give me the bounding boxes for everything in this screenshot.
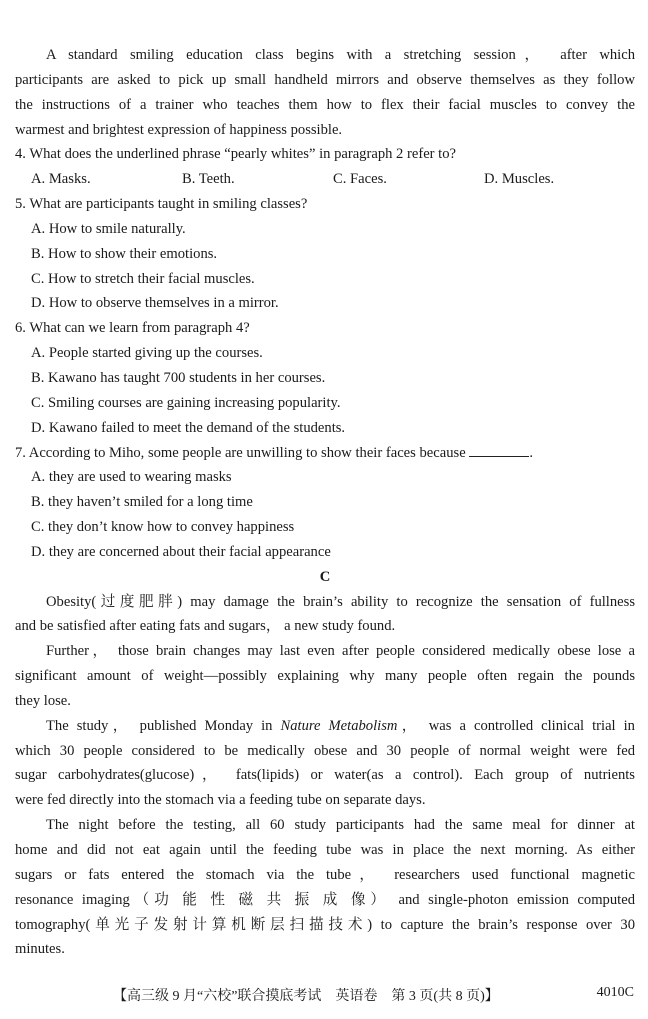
option-c: C. they don’t know how to convey happiness xyxy=(31,519,295,536)
text-line: the instructions of a trainer who teaches them how to flex their facial muscles to convey the xyxy=(15,96,635,113)
option-d: D. they are concerned about their facial appearance xyxy=(31,543,331,560)
option-b: B. Teeth. xyxy=(182,171,235,188)
answer-blank xyxy=(469,442,529,457)
option-a: A. How to smile naturally. xyxy=(31,220,186,237)
stem-text: 7. According to Miho, some people are unwilling to show their faces because xyxy=(15,444,466,461)
text-line: participants are asked to pick up small handheld mirrors and observe themselves as they follow xyxy=(15,71,635,88)
exam-code: 4010C xyxy=(596,985,634,1000)
text-line xyxy=(15,714,635,739)
footer-title: 【高三级 9 月“六校”联合摸底考试 英语卷 第 3 页(共 8 页)】 xyxy=(113,989,499,1004)
text-line: which 30 people considered to be medically obese and 30 people of normal weight were fed xyxy=(15,742,635,759)
option-c: C. Faces. xyxy=(333,171,387,188)
text-line: A standard smiling education class begins with a stretching session， after which xyxy=(46,47,635,63)
option-c: C. How to stretch their facial muscles. xyxy=(31,270,255,287)
stem-end: . xyxy=(529,444,533,461)
text-line: Obesity(过度肥胖) may damage the brain’s ability to recognize the sensation of fullness xyxy=(46,593,635,610)
question-6-stem: 6. What can we learn from paragraph 4? xyxy=(15,320,250,337)
text-line: home and did not eat again until the feeding tube was in place the next morning. As either xyxy=(15,842,635,858)
option-a: A. Masks. xyxy=(31,171,91,188)
text-line: warmest and brightest expression of happiness possible. xyxy=(15,121,343,138)
option-a: A. they are used to wearing masks xyxy=(31,469,232,486)
text-line: minutes. xyxy=(15,941,65,958)
section-heading: C xyxy=(319,568,331,585)
question-7-stem xyxy=(15,441,635,466)
text-line: significant amount of weight—possibly explaining why many people often regain the pounds xyxy=(15,668,635,685)
question-5-stem: 5. What are participants taught in smiling classes? xyxy=(15,196,308,213)
option-d: D. How to observe themselves in a mirror. xyxy=(31,295,279,312)
text-span: The study， published Monday in xyxy=(46,717,281,734)
text-line: sugars or fats entered the stomach via the tube， researchers used functional magnetic xyxy=(15,866,635,883)
exam-page xyxy=(15,43,635,962)
question-4-stem: 4. What does the underlined phrase “pearly whites” in paragraph 2 refer to? xyxy=(15,146,457,163)
option-c: C. Smiling courses are gaining increasing popularity. xyxy=(31,394,341,411)
option-b: B. they haven’t smiled for a long time xyxy=(31,494,253,511)
option-d: D. Muscles. xyxy=(484,171,555,188)
text-line: sugar carbohydrates(glucose)， fats(lipids) or water(as a control). Each group of nutrients xyxy=(15,767,635,784)
text-line: they lose. xyxy=(15,692,71,709)
option-b: B. How to show their emotions. xyxy=(31,245,218,262)
text-line: resonance imaging（功 能 性 磁 共 振 成 像） and single-photon emission computed xyxy=(15,891,635,908)
text-line: tomography(单光子发射计算机断层扫描技术) to capture the brain’s response over 30 xyxy=(15,916,635,933)
text-span: ， was a controlled clinical trial in xyxy=(397,717,635,734)
text-line: were fed directly into the stomach via a feeding tube on separate days. xyxy=(15,792,426,809)
option-b: B. Kawano has taught 700 students in her courses. xyxy=(31,369,326,386)
text-line: Further， those brain changes may last even after people considered medically obese lose a xyxy=(46,643,635,660)
text-line: The night before the testing, all 60 study participants had the same meal for dinner at xyxy=(46,817,635,834)
question-4-options xyxy=(15,167,635,192)
text-line: and be satisfied after eating fats and sugars， a new study found. xyxy=(15,618,396,635)
option-d: D. Kawano failed to meet the demand of the students. xyxy=(31,419,346,436)
journal-title: Nature Metabolism xyxy=(280,717,398,734)
option-a: A. People started giving up the courses. xyxy=(31,345,263,362)
